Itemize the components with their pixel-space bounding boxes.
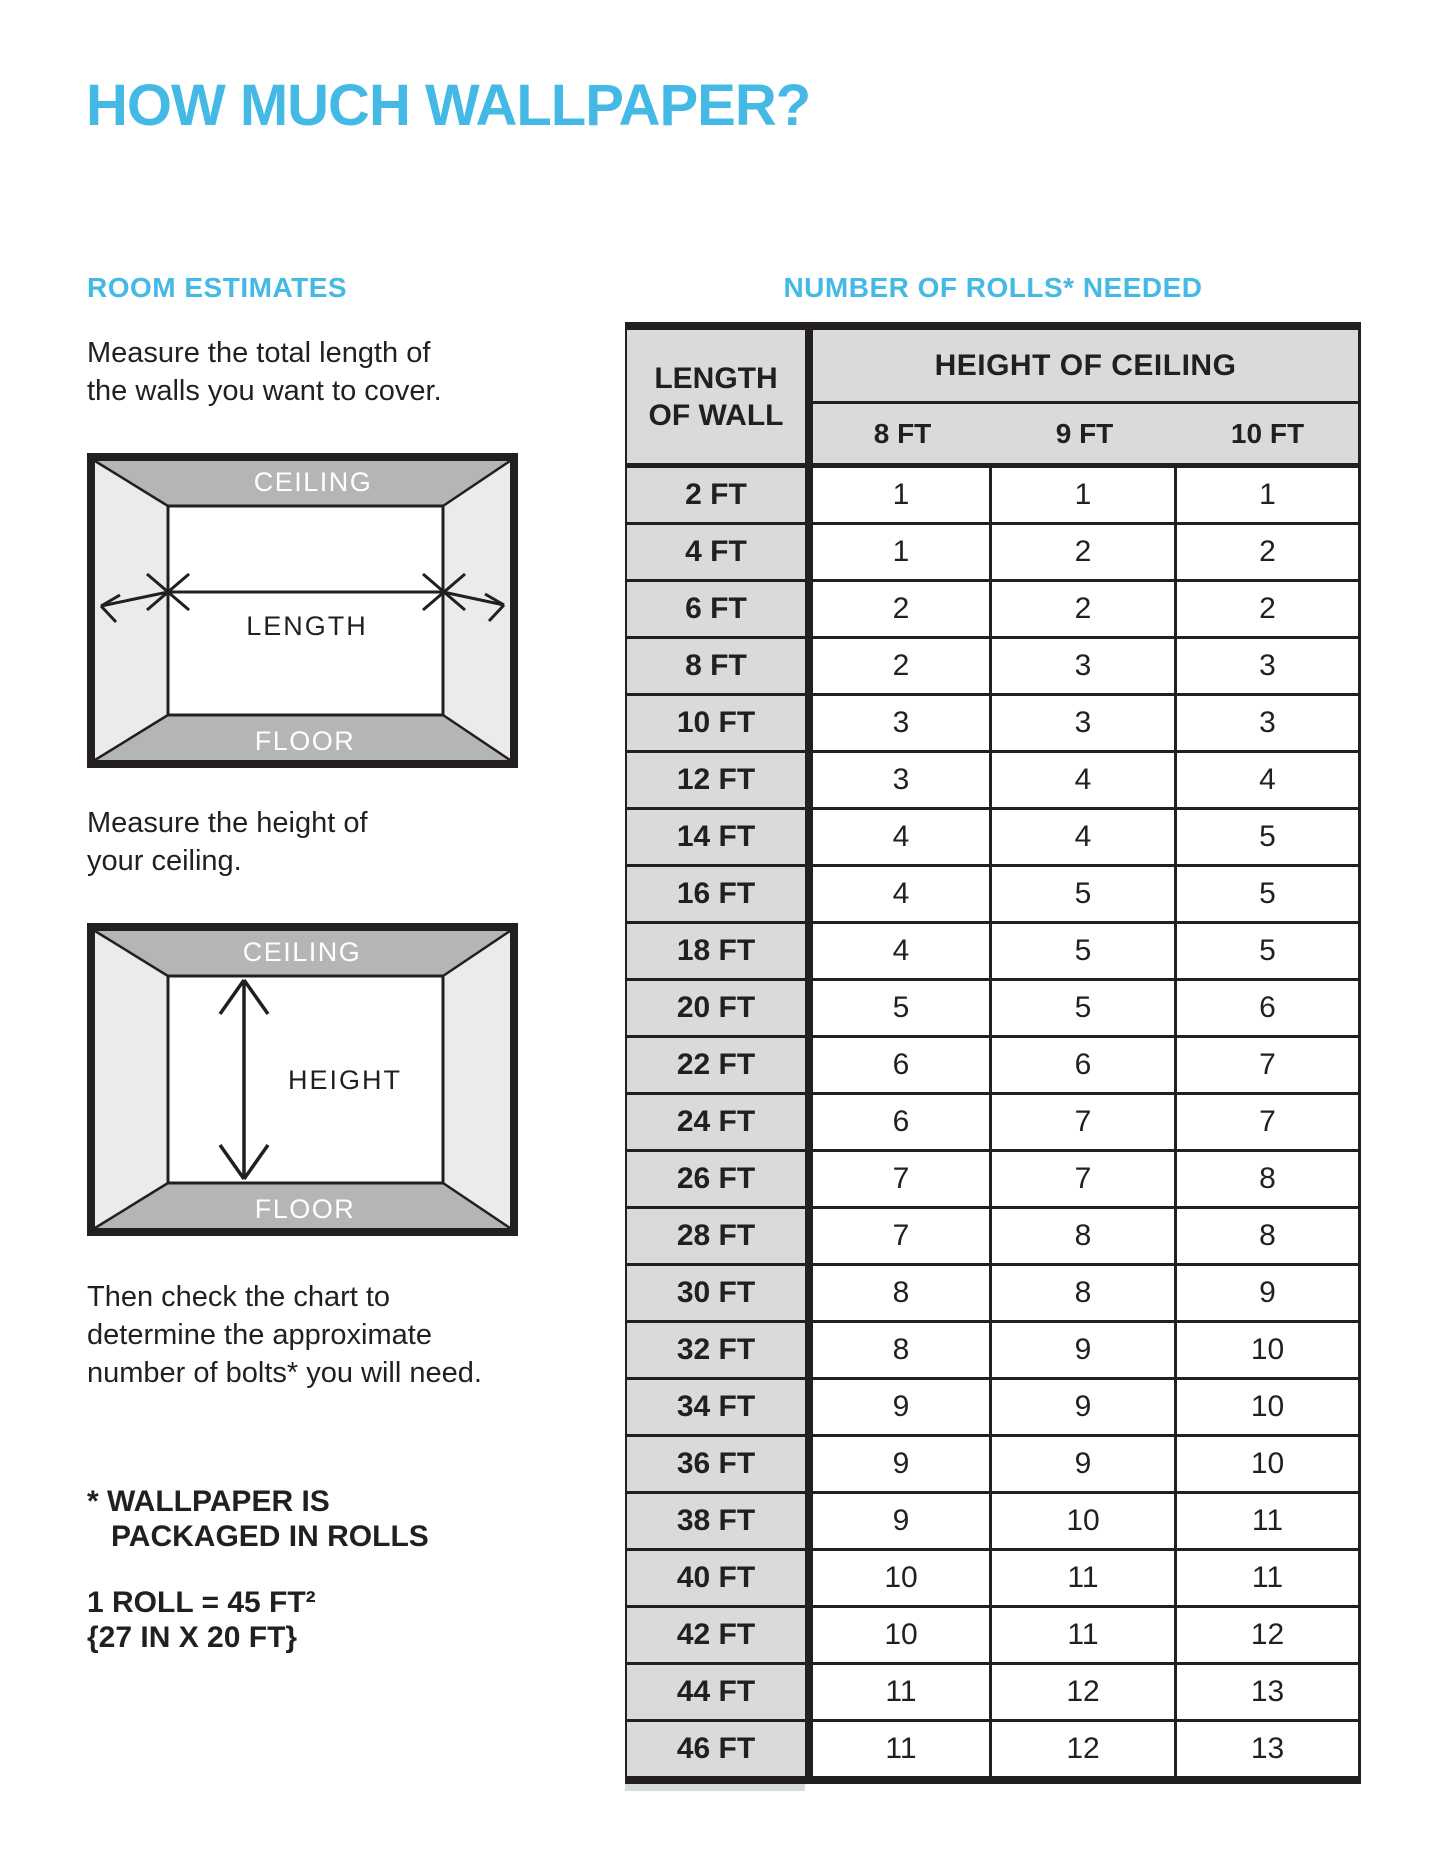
length-of-wall-line2: OF WALL: [648, 398, 784, 432]
table-row: [625, 582, 1361, 639]
rolls-value-cell: 3: [1177, 639, 1361, 693]
wall-length-cell: 46 FT: [625, 1722, 805, 1776]
table-row: [625, 639, 1361, 696]
rolls-value-cell: 10: [1177, 1323, 1361, 1377]
rolls-value-cell: 9: [992, 1323, 1177, 1377]
column-divider: [805, 810, 813, 864]
rolls-table-rows: [625, 468, 1361, 1776]
rolls-value-cell: 4: [813, 924, 992, 978]
table-row: [625, 924, 1361, 981]
table-row: [625, 1437, 1361, 1494]
rolls-value-cell: 8: [992, 1266, 1177, 1320]
table-bottom-rule: [625, 1776, 1361, 1784]
rolls-value-cell: 7: [992, 1152, 1177, 1206]
wall-length-cell: 34 FT: [625, 1380, 805, 1434]
wall-length-cell: 38 FT: [625, 1494, 805, 1548]
table-row: [625, 1380, 1361, 1437]
rolls-value-cell: 5: [813, 981, 992, 1035]
rolls-value-cell: 6: [813, 1038, 992, 1092]
rolls-value-cell: 9: [813, 1380, 992, 1434]
column-divider: [805, 924, 813, 978]
wall-length-cell: 6 FT: [625, 582, 805, 636]
column-divider: [805, 1323, 813, 1377]
rolls-value-cell: 3: [813, 696, 992, 750]
page-title: HOW MUCH WALLPAPER?: [86, 73, 811, 138]
table-row: [625, 468, 1361, 525]
length-of-wall-line1: LENGTH: [654, 361, 778, 395]
rolls-value-cell: 5: [1177, 867, 1361, 921]
step3-line2: determine the approximate: [87, 1319, 432, 1351]
rolls-value-cell: 8: [813, 1266, 992, 1320]
table-row: [625, 1038, 1361, 1095]
column-divider: [805, 468, 813, 522]
rolls-value-cell: 1: [813, 468, 992, 522]
step3-instructions: [87, 1278, 482, 1392]
column-divider: [805, 753, 813, 807]
rolls-value-cell: 7: [1177, 1038, 1361, 1092]
wallpaper-rolls-footnote: [87, 1484, 429, 1554]
rolls-value-cell: 5: [992, 924, 1177, 978]
rolls-value-cell: 13: [1177, 1665, 1361, 1719]
rolls-value-cell: 8: [992, 1209, 1177, 1263]
table-row: [625, 696, 1361, 753]
height-label: HEIGHT: [287, 1065, 403, 1095]
step2-line1: Measure the height of: [87, 807, 368, 839]
rolls-value-cell: 3: [992, 639, 1177, 693]
rolls-value-cell: 9: [813, 1494, 992, 1548]
step1-line2: the walls you want to cover.: [87, 375, 442, 407]
rolls-value-cell: 11: [992, 1551, 1177, 1605]
step2-instructions: [87, 804, 368, 880]
table-row: [625, 1551, 1361, 1608]
step3-line3: number of bolts* you will need.: [87, 1357, 482, 1389]
column-divider: [805, 1437, 813, 1491]
rolls-value-cell: 2: [813, 582, 992, 636]
ceiling-height-svg: [87, 923, 518, 1236]
height-of-ceiling-header: HEIGHT OF CEILING: [813, 330, 1358, 404]
rolls-value-cell: 9: [992, 1380, 1177, 1434]
step2-line2: your ceiling.: [87, 845, 242, 877]
step1-instructions: [87, 334, 442, 410]
column-divider: [805, 1266, 813, 1320]
column-divider: [805, 867, 813, 921]
rolls-value-cell: 7: [813, 1152, 992, 1206]
rolls-value-cell: 11: [1177, 1494, 1361, 1548]
rolls-value-cell: 2: [813, 639, 992, 693]
table-row: [625, 981, 1361, 1038]
column-divider: [805, 639, 813, 693]
wall-length-cell: 14 FT: [625, 810, 805, 864]
wall-length-cell: 32 FT: [625, 1323, 805, 1377]
rolls-value-cell: 10: [813, 1551, 992, 1605]
rolls-value-cell: 5: [992, 981, 1177, 1035]
table-row: [625, 1266, 1361, 1323]
room-length-svg: [87, 453, 518, 768]
left-wall-face: [95, 931, 168, 1228]
rolls-value-cell: 11: [1177, 1551, 1361, 1605]
rolls-value-cell: 2: [1177, 525, 1361, 579]
wall-length-cell: 42 FT: [625, 1608, 805, 1662]
rolls-value-cell: 6: [813, 1095, 992, 1149]
rolls-value-cell: 6: [1177, 981, 1361, 1035]
roll-size-line2: {27 IN X 20 FT}: [87, 1621, 298, 1654]
length-label: LENGTH: [246, 611, 368, 641]
wall-length-cell: 20 FT: [625, 981, 805, 1035]
wall-length-cell: 36 FT: [625, 1437, 805, 1491]
rolls-value-cell: 12: [992, 1722, 1177, 1776]
rolls-value-cell: 6: [992, 1038, 1177, 1092]
wall-length-cell: 26 FT: [625, 1152, 805, 1206]
ceiling-height-subheaders: [813, 404, 1358, 463]
wall-length-cell: 40 FT: [625, 1551, 805, 1605]
column-divider: [805, 1152, 813, 1206]
column-divider: [805, 582, 813, 636]
rolls-value-cell: 4: [992, 753, 1177, 807]
table-row: [625, 525, 1361, 582]
table-row: [625, 1494, 1361, 1551]
table-row: [625, 1323, 1361, 1380]
step3-line1: Then check the chart to: [87, 1281, 391, 1313]
rolls-value-cell: 4: [992, 810, 1177, 864]
column-divider: [805, 1494, 813, 1548]
table-row: [625, 1152, 1361, 1209]
column-divider: [805, 1380, 813, 1434]
col-header-10ft: 10 FT: [1230, 417, 1305, 449]
column-divider: [805, 1722, 813, 1776]
column-divider: [805, 1551, 813, 1605]
step1-line1: Measure the total length of: [87, 337, 431, 369]
ceiling-height-diagram: [87, 923, 518, 1241]
wall-length-cell: 16 FT: [625, 867, 805, 921]
footnote-line1: * WALLPAPER IS: [87, 1485, 330, 1518]
rolls-needed-table: [625, 322, 1361, 1791]
roll-size-note: [87, 1585, 316, 1655]
column-divider: [805, 981, 813, 1035]
table-row: [625, 1665, 1361, 1722]
rolls-value-cell: 10: [992, 1494, 1177, 1548]
column-divider: [805, 1209, 813, 1263]
rolls-value-cell: 9: [992, 1437, 1177, 1491]
rolls-value-cell: 12: [1177, 1608, 1361, 1662]
column-divider: [805, 696, 813, 750]
table-row: [625, 1095, 1361, 1152]
rolls-table-heading: NUMBER OF ROLLS* NEEDED: [783, 272, 1203, 303]
roll-size-line1: 1 ROLL = 45 FT²: [87, 1586, 316, 1619]
rolls-value-cell: 11: [813, 1722, 992, 1776]
rolls-value-cell: 5: [992, 867, 1177, 921]
table-row: [625, 753, 1361, 810]
wall-length-cell: 18 FT: [625, 924, 805, 978]
rolls-value-cell: 11: [813, 1665, 992, 1719]
rolls-value-cell: 8: [1177, 1152, 1361, 1206]
footnote-line2: PACKAGED IN ROLLS: [111, 1520, 429, 1553]
column-divider: [805, 1095, 813, 1149]
rolls-value-cell: 3: [992, 696, 1177, 750]
room-length-diagram: [87, 453, 518, 773]
right-wall-face: [443, 931, 510, 1228]
col-header-9ft: 9 FT: [1055, 417, 1114, 449]
table-row: [625, 1722, 1361, 1776]
rolls-value-cell: 10: [1177, 1380, 1361, 1434]
table-row: [625, 810, 1361, 867]
wall-length-cell: 2 FT: [625, 468, 805, 522]
column-divider: [805, 1608, 813, 1662]
rolls-value-cell: 2: [1177, 582, 1361, 636]
rolls-value-cell: 10: [1177, 1437, 1361, 1491]
wall-length-cell: 28 FT: [625, 1209, 805, 1263]
table-row: [625, 867, 1361, 924]
rolls-value-cell: 7: [992, 1095, 1177, 1149]
height-of-ceiling-group: [813, 330, 1361, 463]
col-header-8ft: 8 FT: [873, 417, 932, 449]
table-top-rule: [625, 322, 1361, 330]
rolls-value-cell: 9: [813, 1437, 992, 1491]
table-header: [625, 330, 1361, 463]
room-estimates-heading: ROOM ESTIMATES: [87, 272, 348, 303]
rolls-value-cell: 4: [813, 810, 992, 864]
ceiling-label: CEILING: [242, 937, 362, 967]
floor-label: FLOOR: [254, 1194, 356, 1224]
length-of-wall-header: [625, 330, 805, 463]
wall-length-cell: 4 FT: [625, 525, 805, 579]
rolls-value-cell: 7: [813, 1209, 992, 1263]
column-divider: [805, 1038, 813, 1092]
rolls-value-cell: 8: [813, 1323, 992, 1377]
rolls-value-cell: 1: [813, 525, 992, 579]
rolls-value-cell: 4: [1177, 753, 1361, 807]
column-divider: [805, 1665, 813, 1719]
wall-length-cell: 22 FT: [625, 1038, 805, 1092]
rolls-value-cell: 5: [1177, 810, 1361, 864]
rolls-value-cell: 3: [1177, 696, 1361, 750]
wall-length-cell: 10 FT: [625, 696, 805, 750]
wall-length-cell: 8 FT: [625, 639, 805, 693]
rolls-value-cell: 2: [992, 582, 1177, 636]
rolls-value-cell: 5: [1177, 924, 1361, 978]
left-column-shadow: [625, 1784, 805, 1791]
rolls-value-cell: 9: [1177, 1266, 1361, 1320]
rolls-value-cell: 7: [1177, 1095, 1361, 1149]
rolls-value-cell: 13: [1177, 1722, 1361, 1776]
column-divider: [805, 330, 813, 463]
floor-label: FLOOR: [254, 726, 356, 756]
wall-length-cell: 24 FT: [625, 1095, 805, 1149]
table-row: [625, 1608, 1361, 1665]
wall-length-cell: 30 FT: [625, 1266, 805, 1320]
column-divider: [805, 525, 813, 579]
rolls-value-cell: 2: [992, 525, 1177, 579]
rolls-value-cell: 11: [992, 1608, 1177, 1662]
ceiling-label: CEILING: [253, 467, 373, 497]
rolls-value-cell: 8: [1177, 1209, 1361, 1263]
table-row: [625, 1209, 1361, 1266]
wall-length-cell: 44 FT: [625, 1665, 805, 1719]
rolls-value-cell: 4: [813, 867, 992, 921]
rolls-value-cell: 1: [1177, 468, 1361, 522]
rolls-value-cell: 10: [813, 1608, 992, 1662]
wall-length-cell: 12 FT: [625, 753, 805, 807]
rolls-value-cell: 3: [813, 753, 992, 807]
rolls-value-cell: 1: [992, 468, 1177, 522]
rolls-value-cell: 12: [992, 1665, 1177, 1719]
